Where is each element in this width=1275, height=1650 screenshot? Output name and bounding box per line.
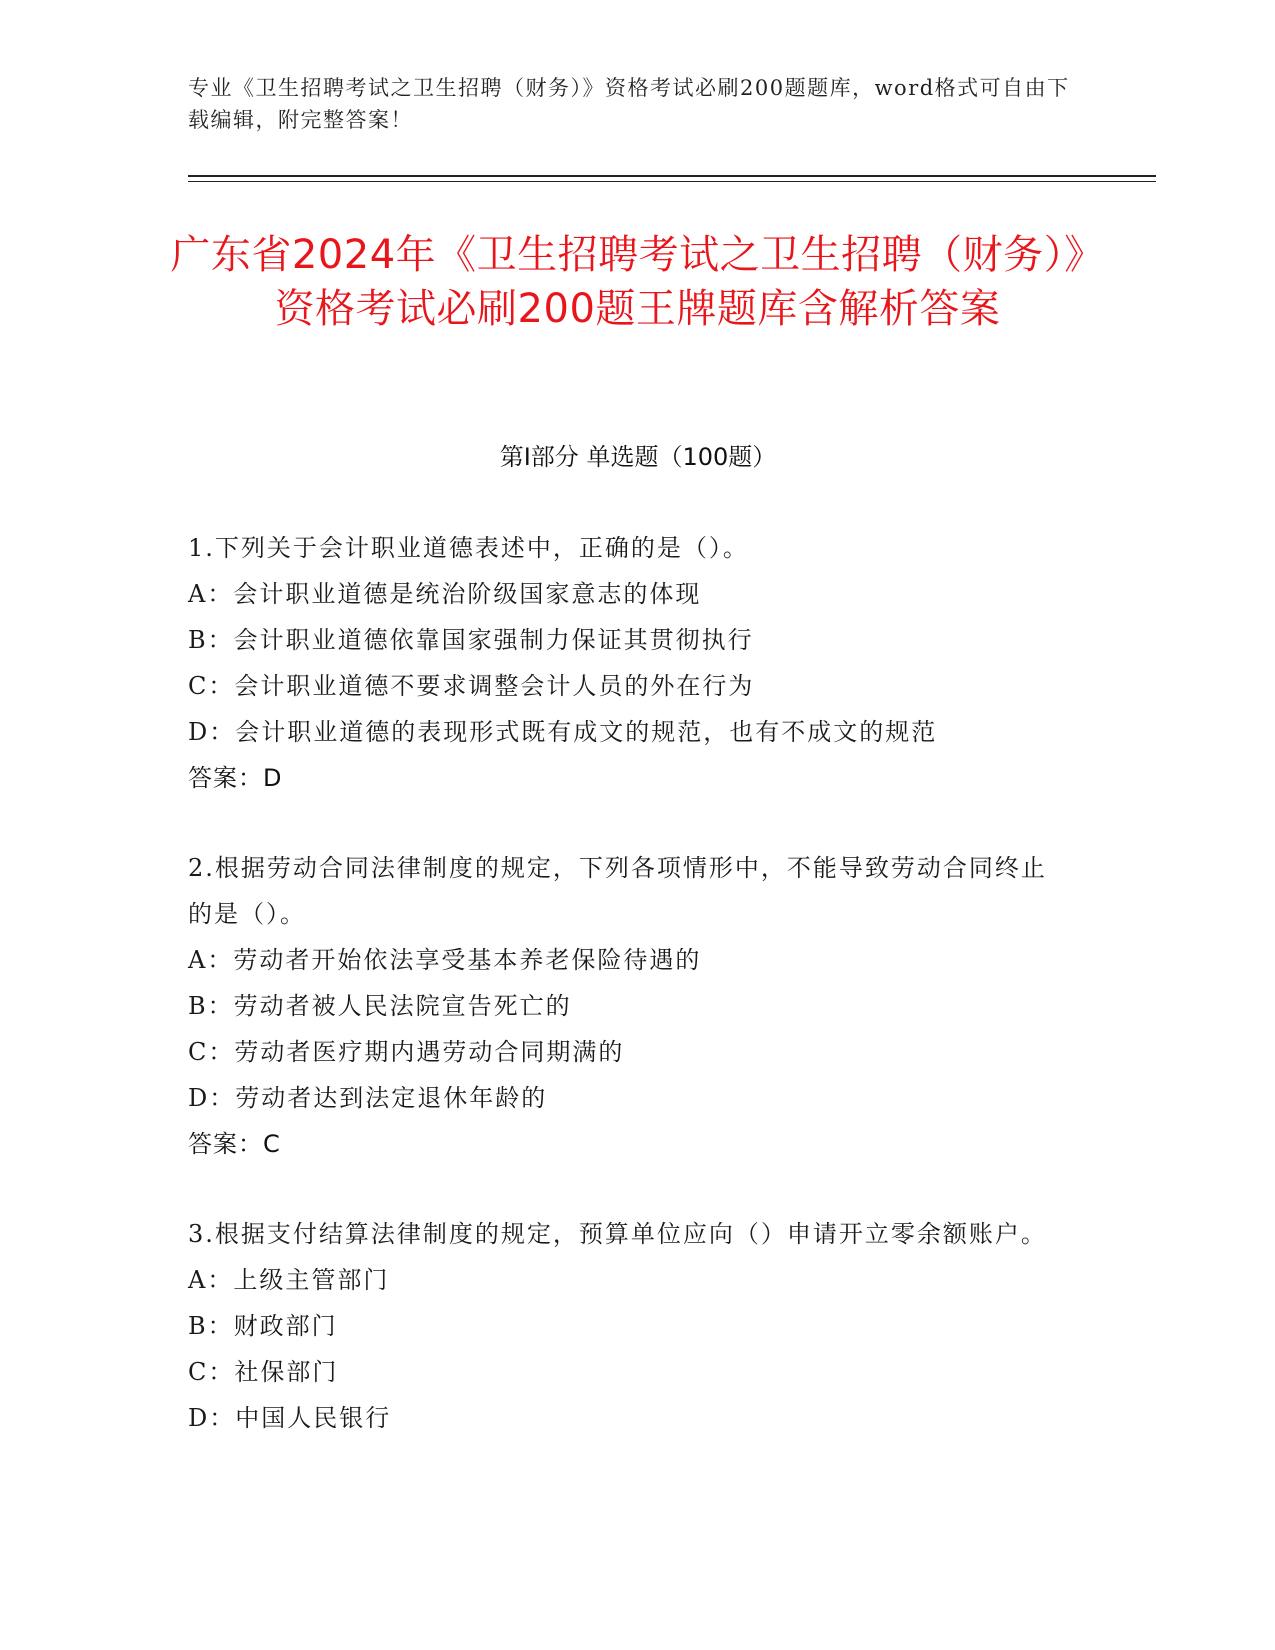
option-b: B：财政部门: [188, 1312, 338, 1340]
option-c: C：会计职业道德不要求调整会计人员的外在行为: [188, 672, 755, 700]
option-a: A：会计职业道德是统治阶级国家意志的体现: [188, 580, 702, 608]
answer: 答案：D: [188, 764, 283, 792]
question-2: [188, 845, 1068, 1167]
option-a: A：上级主管部门: [188, 1266, 390, 1294]
option-d: D：劳动者达到法定退休年龄的: [188, 1084, 548, 1112]
question-3: [188, 1211, 1068, 1441]
question-list: [188, 525, 1068, 1485]
header-divider-thick: [188, 175, 1156, 177]
option-d: D：中国人民银行: [188, 1404, 392, 1432]
header-note: 专业《卫生招聘考试之卫生招聘（财务）》资格考试必刷200题题库，word格式可自由下载编辑，附完整答案！: [188, 76, 1070, 132]
header-divider-thin: [188, 181, 1156, 182]
question-1: [188, 525, 1068, 801]
question-text: 1.下列关于会计职业道德表述中，正确的是（）。: [188, 534, 749, 562]
section-title: 第Ⅰ部分 单选题（100题）: [499, 443, 777, 471]
answer: 答案：C: [188, 1130, 281, 1158]
option-a: A：劳动者开始依法享受基本养老保险待遇的: [188, 946, 702, 974]
question-text: 3.根据支付结算法律制度的规定，预算单位应向（）申请开立零余额账户。: [188, 1220, 1047, 1248]
option-c: C：劳动者医疗期内遇劳动合同期满的: [188, 1038, 625, 1066]
question-text: 2.根据劳动合同法律制度的规定，下列各项情形中，不能导致劳动合同终止的是（）。: [188, 854, 1047, 928]
option-d: D：会计职业道德的表现形式既有成文的规范，也有不成文的规范: [188, 718, 938, 746]
option-b: B：会计职业道德依靠国家强制力保证其贯彻执行: [188, 626, 754, 654]
option-b: B：劳动者被人民法院宣告死亡的: [188, 992, 572, 1020]
document-title: 广东省2024年《卫生招聘考试之卫生招聘（财务）》资格考试必刷200题王牌题库含解析答案: [170, 232, 1105, 332]
option-c: C：社保部门: [188, 1358, 339, 1386]
